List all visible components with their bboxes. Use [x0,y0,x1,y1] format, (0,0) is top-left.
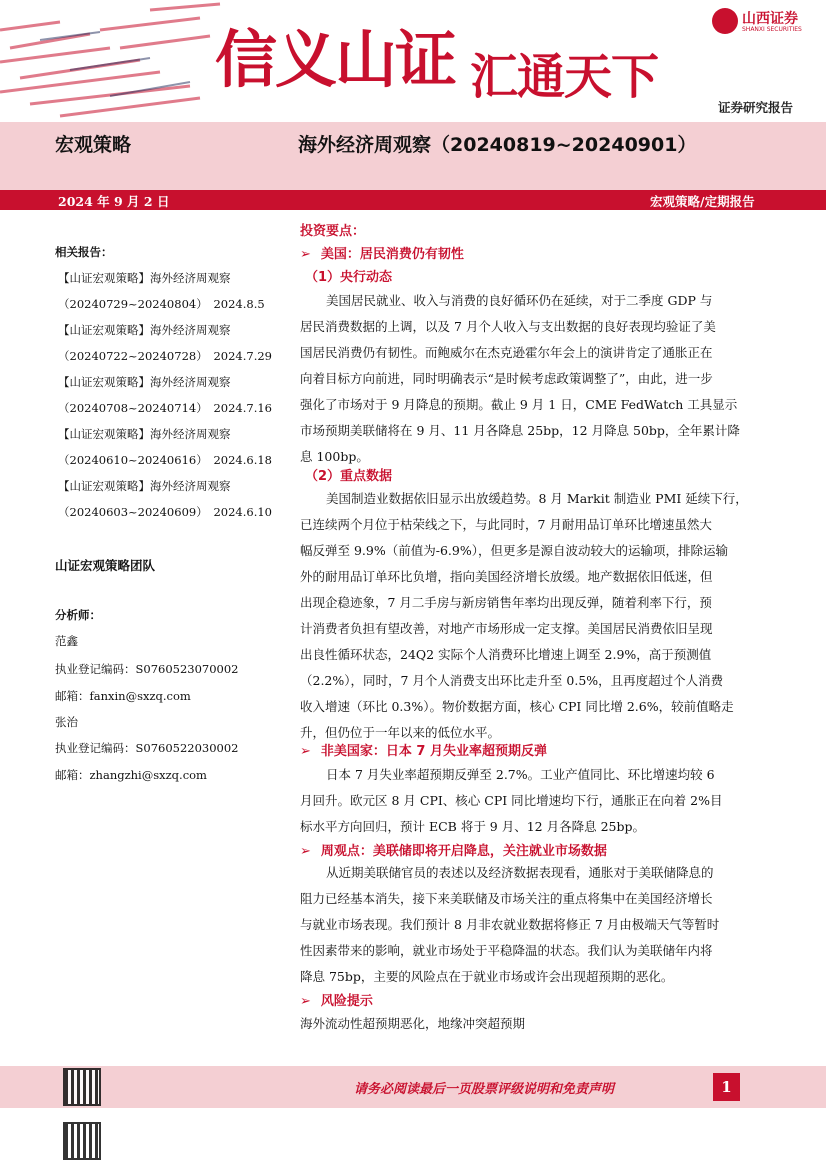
section-heading-risk [300,990,373,1009]
section-title: 周观点：美联储即将开启降息，关注就业市场数据 [320,844,607,859]
disclaimer-notice: 请务必阅读最后一页股票评级说明和免责声明 [354,1082,615,1097]
text-line: 美国制造业数据依旧显示出放缓趋势。8 月 Markit 制造业 PMI 延续下行， [326,491,748,506]
text-line: 息 100bp。 [300,449,369,464]
analyst-name: 范鑫 [55,634,78,648]
subsection-heading: （1）央行动态 [305,270,393,285]
related-report-title[interactable]: 【山证宏观策略】海外经济周观察 [58,479,231,493]
paragraph-central-bank [300,288,780,470]
section-heading-non-us [300,740,547,759]
analyst-heading: 分析师： [55,608,101,622]
company-logo [712,8,812,38]
slogan-sub: 汇通天下 [470,49,659,105]
text-line: 已连续两个月位于枯荣线之下，与此同时，7 月耐用品订单环比增速虽然大 [300,517,712,532]
text-line: 幅反弹至 9.9%（前值为-6.9%），但更多是源自波动较大的运输项，排除运输 [300,543,728,558]
section-title: 非美国家：日本 7 月失业率超预期反弹 [320,744,548,759]
text-line: 标水平方向回归，预计 ECB 将于 9 月、12 月各降息 25bp。 [300,819,645,834]
related-report-date: （20240610~20240616） 2024.6.18 [58,453,272,467]
arrow-bullet-icon: ➢ [300,744,311,759]
paragraph-weekly-view [300,860,780,990]
arrow-bullet-icon: ➢ [300,844,311,859]
text-line: 出良性循环状态，24Q2 实际个人消费环比增速上调至 2.9%，高于预测值 [300,647,712,662]
paragraph-key-data [300,486,780,746]
qr-code-icon [63,1122,101,1160]
paragraph-non-us [300,762,780,840]
page-number: 1 [713,1073,740,1101]
text-line: 性因素带来的影响，就业市场处于平稳降温的状态。我们认为美联储年内将 [300,943,713,958]
report-kind: 证券研究报告 [718,100,794,115]
page-title: 海外经济周观察（20240819~20240901） [298,134,697,156]
related-report-date: （20240729~20240804） 2024.8.5 [58,297,265,311]
analyst-email[interactable]: 邮箱：fanxin@sxzq.com [55,689,191,703]
related-report-title[interactable]: 【山证宏观策略】海外经济周观察 [58,427,231,441]
text-line: 出现企稳迹象，7 月二手房与新房销售年率均出现反弹，随着利率下行，预 [300,595,712,610]
logo-name-en: SHANXI SECURITIES [742,26,802,33]
text-line: 阻力已经基本消失，接下来美联储及市场关注的重点将集中在美国经济增长 [300,891,713,906]
related-report-date: （20240708~20240714） 2024.7.16 [58,401,272,415]
related-report-title[interactable]: 【山证宏观策略】海外经济周观察 [58,271,231,285]
related-report-date: （20240603~20240609） 2024.6.10 [58,505,272,519]
related-heading: 相关报告： [55,245,113,259]
analyst-name: 张治 [55,715,78,729]
related-report-title[interactable]: 【山证宏观策略】海外经济周观察 [58,375,231,389]
team-name: 山证宏观策略团队 [55,558,156,573]
report-category: 宏观策略 [55,134,132,156]
text-line: （2.2%），同时，7 月个人消费支出环比走升至 0.5%，且再度超过个人消费 [300,673,724,688]
logo-name-cn: 山西证券 [742,11,798,27]
text-line: 国居民消费仍有韧性。而鲍威尔在杰克逊霍尔年会上的演讲肯定了通胀正在 [300,345,713,360]
section-heading-weekly-view [300,840,607,859]
arrow-bullet-icon: ➢ [300,994,311,1009]
text-line: 从近期美联储官员的表述以及经济数据表现看，通胀对于美联储降息的 [326,865,714,880]
qr-code-icon [63,1068,101,1106]
slogan-main: 信义山证 [215,23,456,96]
text-line: 与就业市场表现。我们预计 8 月非农就业数据将修正 7 月由极端天气等暂时 [300,917,720,932]
text-line: 计消费者负担有望改善，对地产市场形成一定支撑。美国居民消费依旧呈现 [300,621,713,636]
text-line: 日本 7 月失业率超预期反弹至 2.7%。工业产值同比、环比增速均较 6 [326,767,715,782]
analyst-registration: 执业登记编码：S0760522030002 [55,741,239,755]
arrow-bullet-icon: ➢ [300,247,311,262]
text-line: 居民消费数据的上调，以及 7 月个人收入与支出数据的良好表现均验证了美 [300,319,716,334]
analyst-email[interactable]: 邮箱：zhangzhi@sxzq.com [55,768,207,782]
text-line: 月回升。欧元区 8 月 CPI、核心 CPI 同比增速均下行，通胀正在向着 2%目 [300,793,723,808]
section-title: 美国：居民消费仍有韧性 [320,247,464,262]
text-line: 强化了市场对于 9 月降息的预期。截止 9 月 1 日，CME FedWatch 工具显示 [300,397,738,412]
text-line: 收入增速（环比 0.3%）。物价数据方面，核心 CPI 同比增 2.6%，较前值略走 [300,699,734,714]
risk-text: 海外流动性超预期恶化，地缘冲突超预期 [300,1016,526,1031]
report-type: 宏观策略/定期报告 [650,194,755,209]
subsection-heading: （2）重点数据 [305,469,393,484]
text-line: 降息 75bp，主要的风险点在于就业市场或许会出现超预期的恶化。 [300,969,674,984]
text-line: 外的耐用品订单环比负增，指向美国经济增长放缓。地产数据依旧低迷，但 [300,569,713,584]
report-date: 2024 年 9 月 2 日 [58,194,170,209]
text-line: 市场预期美联储将在 9 月、11 月各降息 25bp，12 月降息 50bp，全年累计降 [300,423,740,438]
text-line: 升，但仍位于一年以来的低位水平。 [300,725,501,740]
text-line: 向着目标方向前进，同时明确表示“是时候考虑政策调整了”，由此，进一步 [300,371,713,386]
related-report-date: （20240722~20240728） 2024.7.29 [58,349,272,363]
section-title: 风险提示 [320,994,373,1009]
investment-highlights-heading: 投资要点： [300,224,366,239]
header-banner [0,0,826,122]
text-line: 美国居民就业、收入与消费的良好循环仍在延续，对于二季度 GDP 与 [326,293,713,308]
analyst-registration: 执业登记编码：S0760523070002 [55,662,239,676]
section-heading-us [300,243,464,262]
related-report-title[interactable]: 【山证宏观策略】海外经济周观察 [58,323,231,337]
logo-mark-icon [712,8,738,34]
